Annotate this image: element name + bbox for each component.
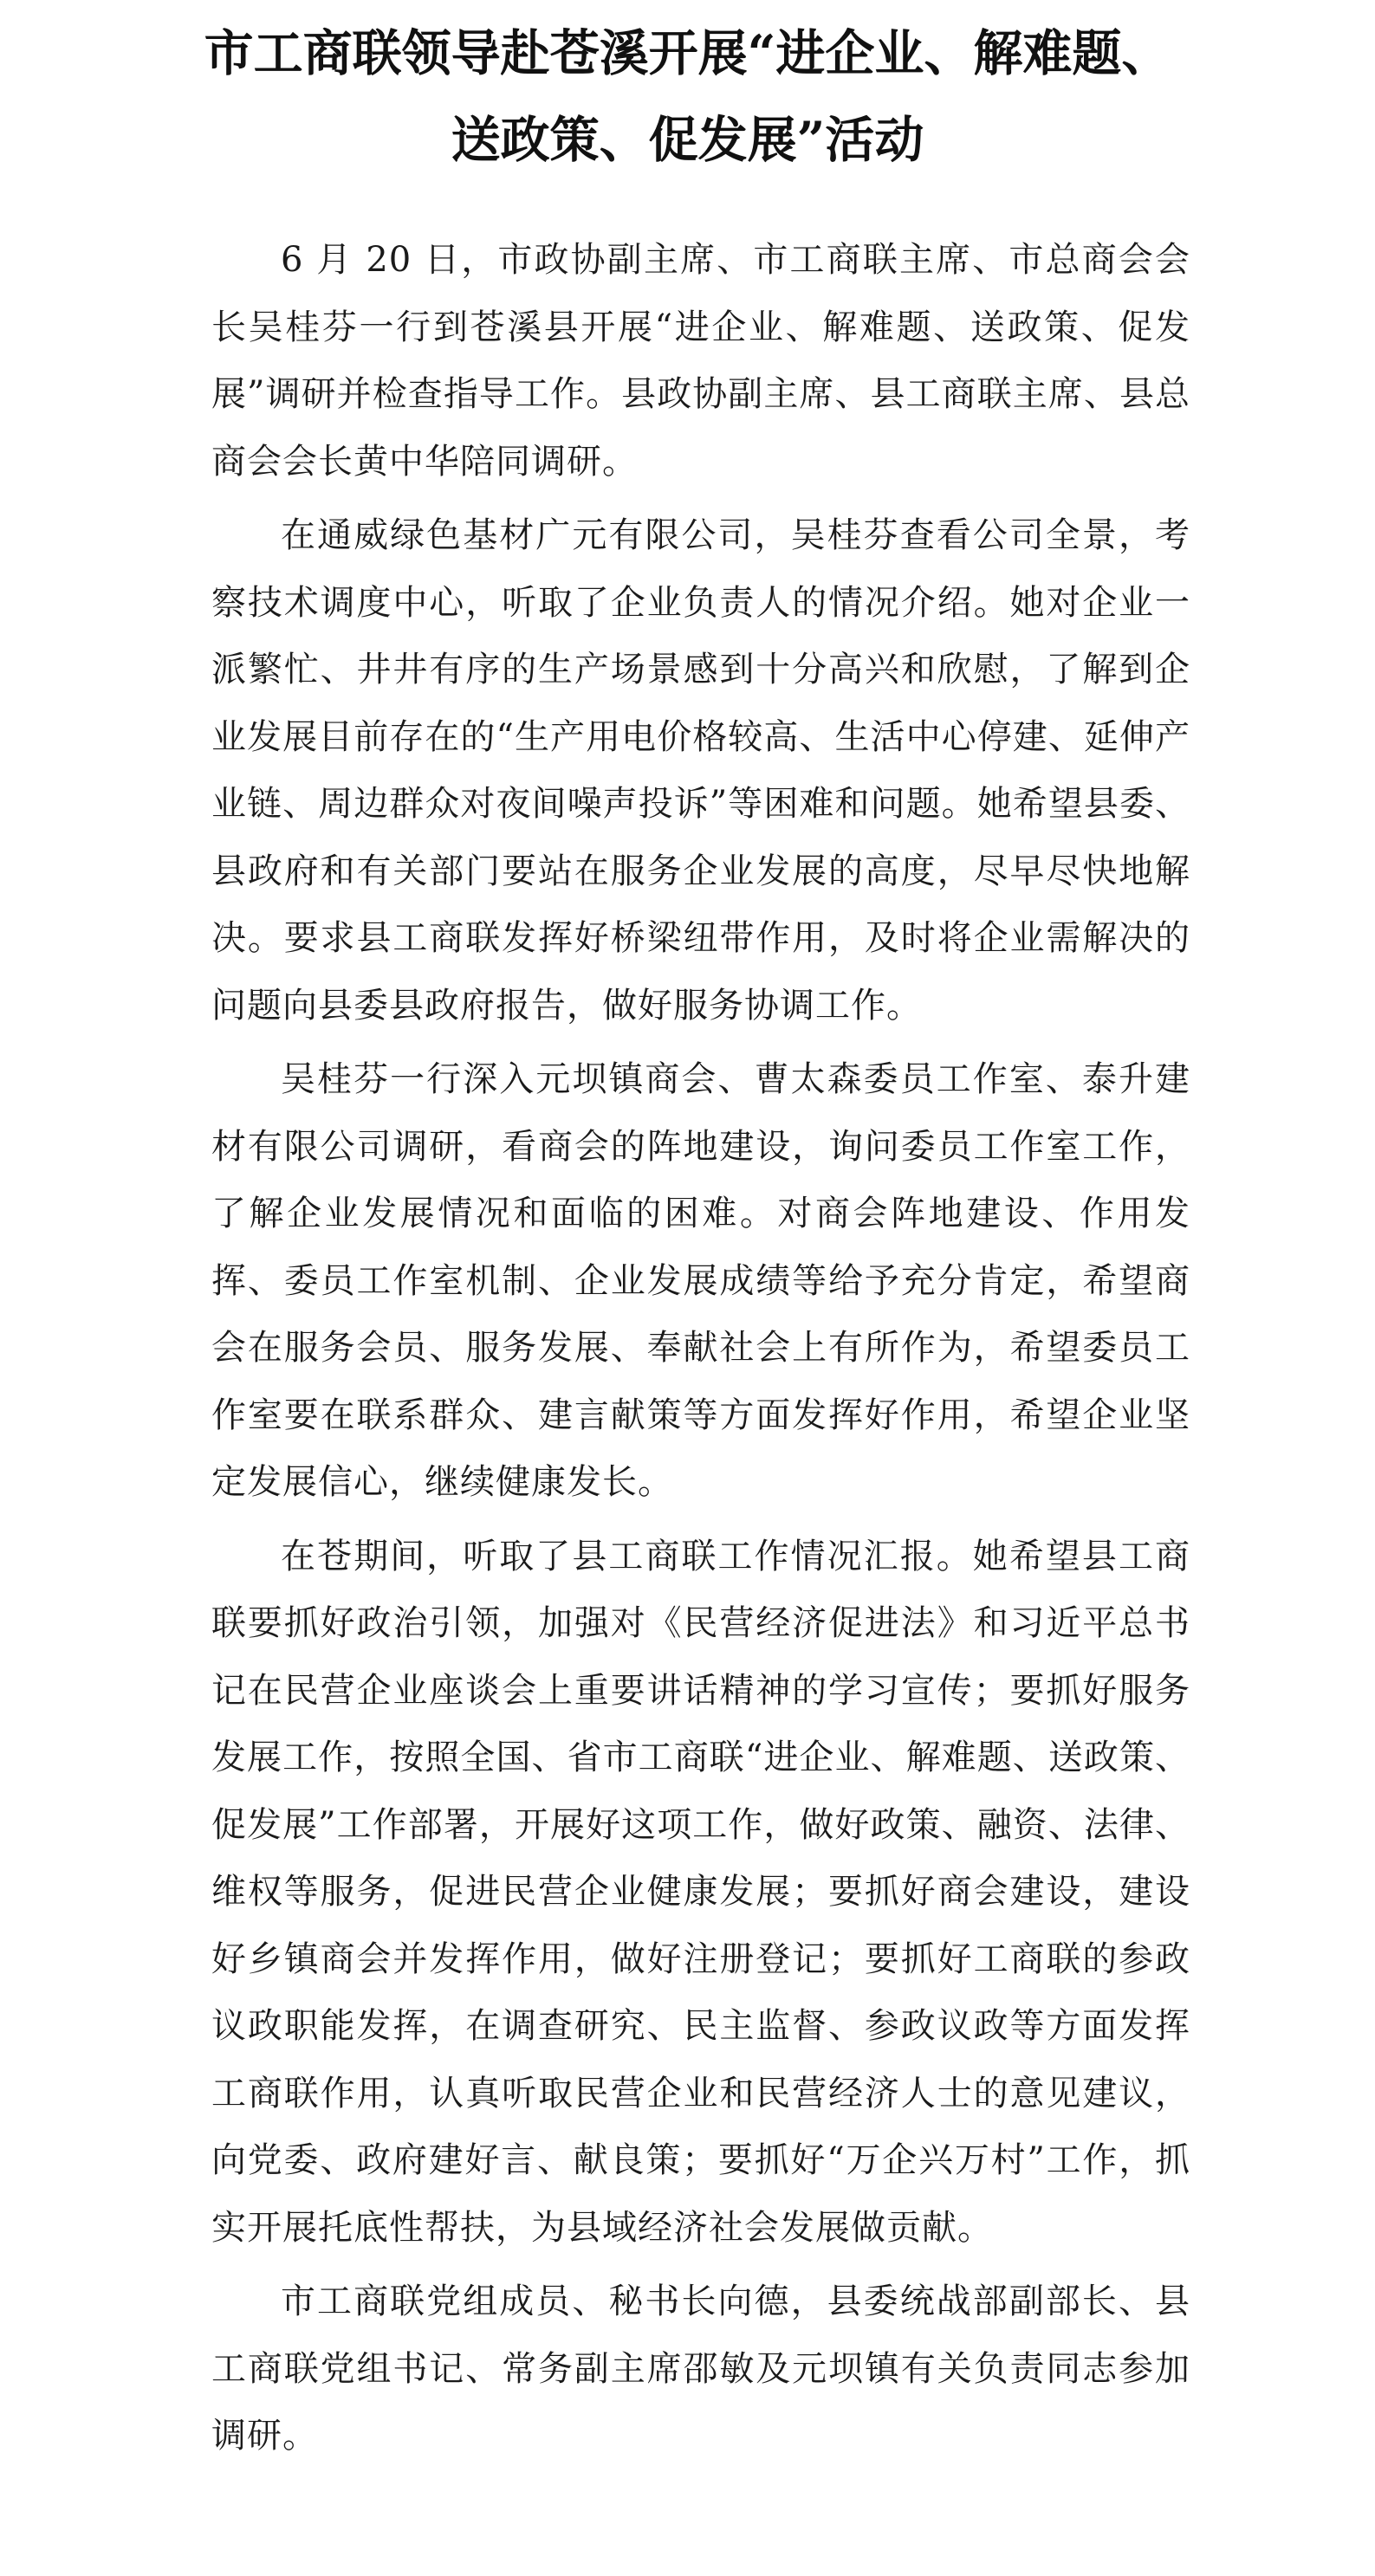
- article-title-line-1: 市工商联领导赴苍溪开展“进企业、解难题、: [204, 24, 1171, 82]
- article-paragraph-3: 吴桂芬一行深入元坝镇商会、曹太森委员工作室、泰升建材有限公司调研，看商会的阵地建设，询问委员工作室工作，了解企业发展情况和面临的困难。对商会阵地建设、作用发挥、委员工作室机制、企业发展成绩等给予充分肯定，希望商会在服务会员、服务发展、奉献社会上有所作为，希望委员工作室要在联系群众、建言献策等方面发挥好作用，希望企业坚定发展信心，继续健康发长。: [211, 1059, 1190, 1502]
- article-title-line-2: 送政策、促发展”活动: [451, 111, 924, 169]
- article-body: [211, 227, 1190, 2470]
- article-paragraph-4: 在苍期间，听取了县工商联工作情况汇报。她希望县工商联要抓好政治引领，加强对《民营经济促进法》和习近平总书记在民营企业座谈会上重要讲话精神的学习宣传；要抓好服务发展工作，按照全国、省市工商联“进企业、解难题、送政策、促发展”工作部署，开展好这项工作，做好政策、融资、法律、维权等服务，促进民营企业健康发展；要抓好商会建设，建设好乡镇商会并发挥作用，做好注册登记；要抓好工商联的参政议政职能发挥，在调查研究、民主监督、参政议政等方面发挥工商联作用，认真听取民营企业和民营经济人士的意见建议，向党委、政府建好言、献良策；要抓好“万企兴万村”工作，抓实开展托底性帮扶，为县域经济社会发展做贡献。: [211, 1536, 1190, 2248]
- article-title: [0, 10, 1375, 184]
- article-paragraph-2: 在通威绿色基材广元有限公司，吴桂芬查看公司全景，考察技术调度中心，听取了企业负责人的情况介绍。她对企业一派繁忙、井井有序的生产场景感到十分高兴和欣慰，了解到企业发展目前存在的“生产用电价格较高、生活中心停建、延伸产业链、周边群众对夜间噪声投诉”等困难和问题。她希望县委、县政府和有关部门要站在服务企业发展的高度，尽早尽快地解决。要求县工商联发挥好桥梁纽带作用，及时将企业需解决的问题向县委县政府报告，做好服务协调工作。: [211, 515, 1190, 1026]
- article-paragraph-1: 6 月 20 日，市政协副主席、市工商联主席、市总商会会长吴桂芬一行到苍溪县开展“进企业、解难题、送政策、促发展”调研并检查指导工作。县政协副主席、县工商联主席、县总商会会长黄中华陪同调研。: [211, 240, 1190, 482]
- article-paragraph-5: 市工商联党组成员、秘书长向德，县委统战部副部长、县工商联党组书记、常务副主席邵敏及元坝镇有关负责同志参加调研。: [211, 2282, 1190, 2456]
